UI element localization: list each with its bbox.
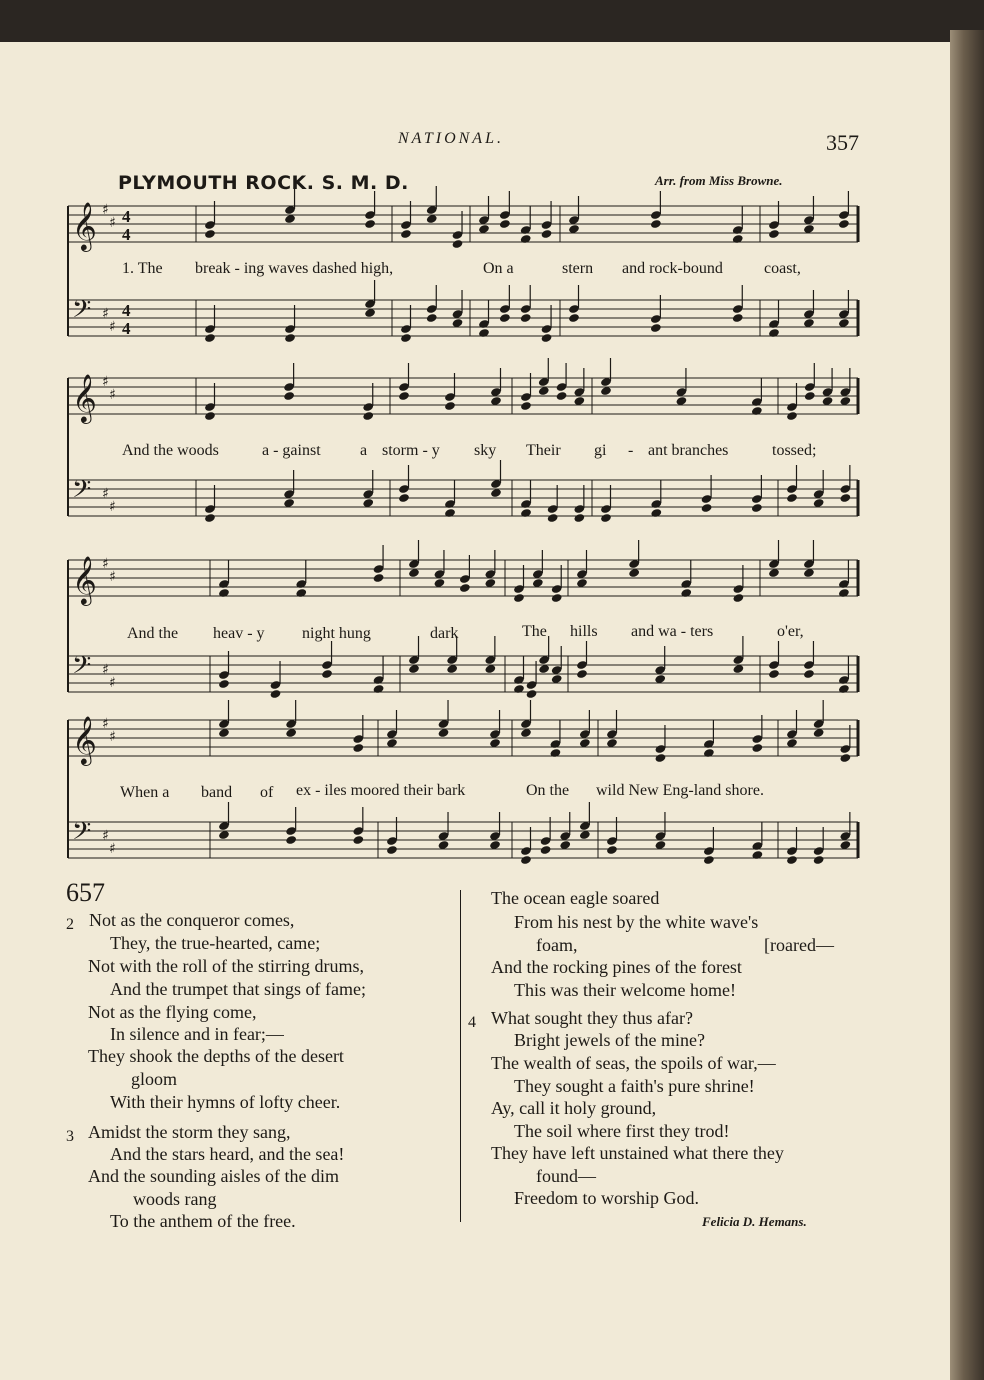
lyric-word: On the <box>526 782 570 799</box>
sharp-sign: ♯ <box>102 556 109 572</box>
note-head <box>703 855 715 865</box>
lyric-word: - <box>628 442 634 459</box>
note-head <box>218 588 230 598</box>
hymn-number: 657 <box>66 878 105 907</box>
lyric-word: break - ing waves dashed high, <box>195 260 394 277</box>
note-head <box>839 493 851 503</box>
sharp-sign: ♯ <box>102 716 109 732</box>
note-head <box>526 689 538 699</box>
verse-line: They shook the depths of the desert <box>88 1046 344 1066</box>
verse-line: To the anthem of the free. <box>110 1211 296 1231</box>
note-head <box>786 493 798 503</box>
time-signature: 4 <box>122 301 131 320</box>
sharp-sign: ♯ <box>109 729 116 745</box>
sharp-sign: ♯ <box>102 662 109 678</box>
sharp-sign: ♯ <box>102 486 109 502</box>
note-head <box>804 391 816 401</box>
note-head <box>541 229 553 239</box>
note-head <box>520 508 532 518</box>
time-signature: 4 <box>122 207 131 226</box>
note-head <box>362 411 374 421</box>
note-head <box>768 229 780 239</box>
lyric-word: coast, <box>764 260 801 277</box>
note-head <box>703 748 715 758</box>
lyric-word: And the <box>127 625 179 642</box>
lyric-word: heav - y <box>213 625 265 642</box>
lyric-word: tossed; <box>772 442 817 459</box>
lyric-word: a - gainst <box>262 442 321 459</box>
verse-number: 3 <box>66 1128 74 1145</box>
bass-clef: 𝄢 <box>72 295 92 330</box>
note-head <box>786 855 798 865</box>
lyric-word: wild New Eng-land shore. <box>596 782 764 799</box>
lyric-word: storm - y <box>382 442 440 459</box>
verse-line: This was their welcome home! <box>514 980 736 1000</box>
time-signature: 4 <box>122 225 131 244</box>
note-head <box>803 669 815 679</box>
verse-line: And the trumpet that sings of fame; <box>110 979 366 999</box>
verse-line: Freedom to worship God. <box>514 1188 699 1208</box>
note-head <box>838 588 850 598</box>
note-head <box>283 391 295 401</box>
note-head <box>364 219 376 229</box>
sharp-sign: ♯ <box>102 202 109 218</box>
verse-line: What sought they thus afar? <box>491 1008 693 1028</box>
note-head <box>556 391 568 401</box>
note-head <box>650 508 662 518</box>
verse-line: And the rocking pines of the forest <box>491 957 742 977</box>
note-head <box>680 588 692 598</box>
lyric-word: and rock-bound <box>622 260 723 277</box>
verse-line: They sought a faith's pure shrine! <box>514 1076 755 1096</box>
lyric-word: sky <box>474 442 497 459</box>
sharp-sign: ♯ <box>102 374 109 390</box>
verse-line: gloom <box>131 1069 178 1089</box>
note-head <box>813 855 825 865</box>
note-head <box>732 593 744 603</box>
note-head <box>768 328 780 338</box>
verse-line: Not as the flying come, <box>88 1002 257 1022</box>
sharp-sign: ♯ <box>102 828 109 844</box>
verse-line: And the sounding aisles of the dim <box>88 1166 339 1186</box>
sharp-sign: ♯ <box>109 499 116 515</box>
treble-clef: 𝄞 <box>72 373 97 422</box>
note-head <box>540 845 552 855</box>
note-head <box>732 313 744 323</box>
note-head <box>204 411 216 421</box>
note-head <box>373 573 385 583</box>
note-head <box>398 391 410 401</box>
note-head <box>321 669 333 679</box>
lyric-word: Their <box>526 442 561 459</box>
note-head <box>284 333 296 343</box>
bass-clef: 𝄢 <box>72 817 92 852</box>
lyric-word: hills <box>570 623 598 640</box>
sharp-sign: ♯ <box>109 841 116 857</box>
note-head <box>459 583 471 593</box>
verse-line: woods rang <box>133 1189 217 1209</box>
verse-line: In silence and in fear;— <box>110 1024 284 1044</box>
verse-line: The soil where first they trod! <box>514 1121 730 1141</box>
verse-line: They have left unstained what there they <box>491 1143 784 1163</box>
note-head <box>478 328 490 338</box>
verse-line: foam, <box>536 935 578 955</box>
note-head <box>576 669 588 679</box>
note-head <box>400 229 412 239</box>
lyric-word: a <box>360 442 368 459</box>
sharp-sign: ♯ <box>109 319 116 335</box>
note-head <box>606 845 618 855</box>
verse-line: The ocean eagle soared <box>491 888 660 908</box>
column-divider <box>460 890 461 1222</box>
note-head <box>751 850 763 860</box>
author-credit: Felicia D. Hemans. <box>702 1214 807 1229</box>
verse-line: Not with the roll of the stirring drums, <box>88 956 364 976</box>
sharp-sign: ♯ <box>109 675 116 691</box>
note-head <box>551 593 563 603</box>
note-head <box>768 669 780 679</box>
note-head <box>655 753 667 763</box>
note-head <box>204 229 216 239</box>
note-head <box>520 401 532 411</box>
note-head <box>751 503 763 513</box>
note-head <box>270 689 282 699</box>
sharp-sign: ♯ <box>109 387 116 403</box>
note-head <box>786 411 798 421</box>
verse-number: 2 <box>66 916 74 933</box>
verse-line: Not as the conqueror comes, <box>89 910 295 930</box>
note-head <box>499 313 511 323</box>
note-head <box>352 743 364 753</box>
bass-clef: 𝄢 <box>72 651 92 686</box>
note-head <box>520 313 532 323</box>
note-head <box>444 401 456 411</box>
note-head <box>838 684 850 694</box>
verse-line: Amidst the storm they sang, <box>88 1122 291 1142</box>
treble-clef: 𝄞 <box>72 201 97 250</box>
note-head <box>650 219 662 229</box>
note-head <box>650 323 662 333</box>
verse-line: With their hymns of lofty cheer. <box>110 1092 341 1112</box>
sharp-sign: ♯ <box>109 569 116 585</box>
note-head <box>839 753 851 763</box>
sharp-sign: ♯ <box>109 215 116 231</box>
lyric-word: and wa - ters <box>631 623 714 640</box>
lyric-word: band <box>201 784 233 801</box>
lyric-word: gi <box>594 442 607 459</box>
treble-clef: 𝄞 <box>72 715 97 764</box>
note-head <box>732 234 744 244</box>
lyric-word: stern <box>562 260 594 277</box>
note-head <box>701 503 713 513</box>
verse-line: From his nest by the white wave's <box>514 912 759 932</box>
note-head <box>513 593 525 603</box>
sharp-sign: ♯ <box>102 306 109 322</box>
running-header: NATIONAL. <box>398 130 504 147</box>
note-head <box>398 493 410 503</box>
note-head <box>573 513 585 523</box>
bass-clef: 𝄢 <box>72 475 92 510</box>
time-signature: 4 <box>122 319 131 338</box>
note-head <box>600 513 612 523</box>
note-head <box>452 239 464 249</box>
page-number: 357 <box>826 130 859 155</box>
lyric-word: On a <box>483 260 514 277</box>
verse-line: Ay, call it holy ground, <box>491 1098 657 1118</box>
note-head <box>520 855 532 865</box>
verse-line: found— <box>536 1166 596 1186</box>
note-head <box>541 333 553 343</box>
verse-line: The wealth of seas, the spoils of war,— <box>491 1053 776 1073</box>
lyric-word: dark <box>430 625 459 642</box>
note-head <box>513 684 525 694</box>
verse-line: Bright jewels of the mine? <box>514 1030 705 1050</box>
lyric-word: night hung <box>302 625 371 642</box>
lyric-word: When a <box>120 784 170 801</box>
note-head <box>204 333 216 343</box>
lyric-word: o'er, <box>777 623 804 640</box>
note-head <box>373 684 385 694</box>
note-head <box>444 508 456 518</box>
note-head <box>751 743 763 753</box>
note-head <box>751 406 763 416</box>
verse-line: They, the true-hearted, came; <box>110 933 321 953</box>
tune-title: PLYMOUTH ROCK. S. M. D. <box>118 172 409 194</box>
note-head <box>838 219 850 229</box>
lyric-word: ex - iles moored their bark <box>296 782 466 799</box>
verse-line: And the stars heard, and the sea! <box>110 1144 345 1164</box>
note-head <box>547 513 559 523</box>
note-head <box>426 313 438 323</box>
note-head <box>218 679 230 689</box>
note-head <box>400 333 412 343</box>
note-head <box>499 219 511 229</box>
lyric-word: ant branches <box>648 442 729 459</box>
lyric-word: And the woods <box>122 442 219 459</box>
note-head <box>295 588 307 598</box>
note-head <box>352 835 364 845</box>
note-head <box>204 513 216 523</box>
note-head <box>550 748 562 758</box>
lyric-word: 1. The <box>122 260 163 277</box>
verse-line: [roared— <box>764 935 834 955</box>
verse-number: 4 <box>468 1014 476 1031</box>
note-head <box>568 313 580 323</box>
treble-clef: 𝄞 <box>72 555 97 604</box>
note-head <box>386 845 398 855</box>
note-head <box>520 234 532 244</box>
lyric-word: The <box>522 623 547 640</box>
note-head <box>285 835 297 845</box>
lyric-word: of <box>260 784 274 801</box>
arranger-credit: Arr. from Miss Browne. <box>655 173 783 188</box>
